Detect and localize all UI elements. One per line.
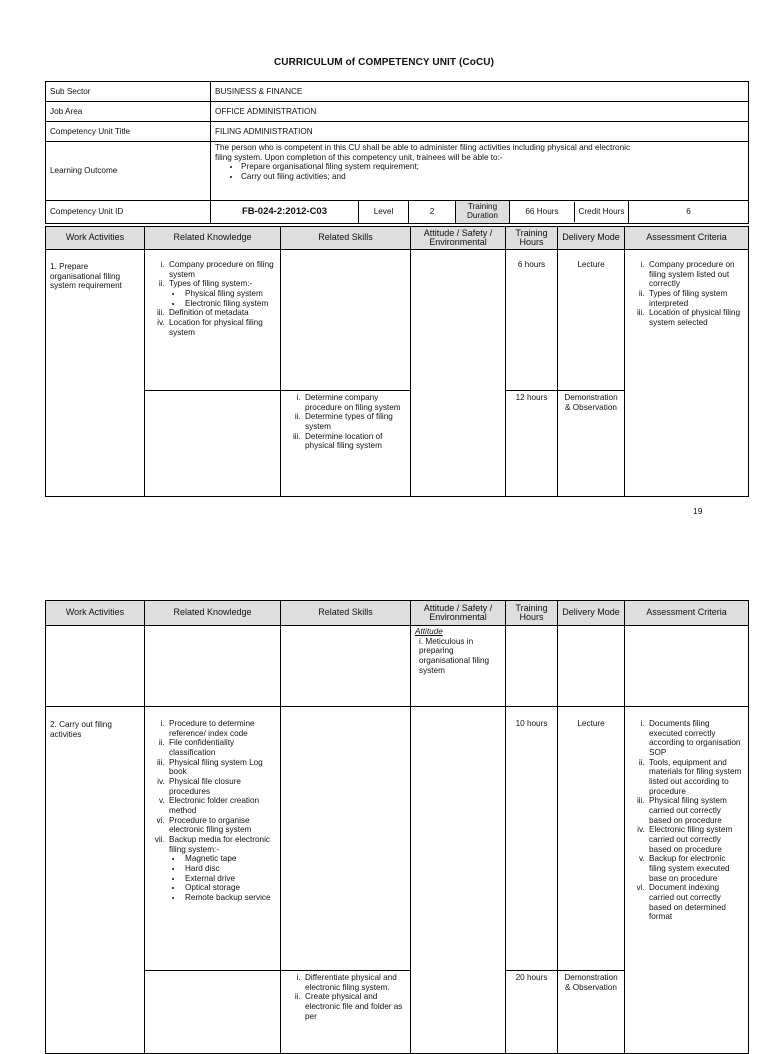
skill-item: i. Differentiate physical and electronic filing system. [303,973,406,992]
header-training-hours: Training Hours [506,227,558,250]
learning-outcome-row [46,142,749,201]
knowledge-item: iv. Location for physical filing system [167,318,276,337]
table-header-row [46,601,749,626]
skill-item: ii. Determine types of filing system [303,412,406,431]
activity1-knowledge-hours: 6 hours [506,250,558,391]
unit-id-value: FB-024-2:2012-C03 [211,201,359,224]
activity2-knowledge-row [46,707,749,971]
credit-hours-value: 6 [629,201,749,224]
header-assessment: Assessment Criteria [625,601,749,626]
activity1-knowledge-row [46,250,749,391]
activity2-skills-hours: 20 hours [506,971,558,1054]
knowledge-item: i. Company procedure on filing system [167,260,276,279]
activity2-assessment [625,707,749,1054]
knowledge-item: Types of filing system:- [169,279,253,289]
header-delivery-mode: Delivery Mode [558,227,625,250]
unit-id-row [46,201,749,224]
curriculum-table-page-20 [45,600,749,1054]
level-value: 2 [409,201,456,224]
unit-title-value: FILING ADMINISTRATION [211,122,749,142]
activity1-attitude [411,626,506,707]
activity1-attitude-empty [411,250,506,497]
header-attitude: Attitude / Safety / Environmental [411,227,506,250]
activity1-attitude-row [46,626,749,707]
page-number: 19 [693,506,703,516]
sub-sector-value: BUSINESS & FINANCE [211,82,749,102]
activity2-name: 2. Carry out filing activities [46,707,145,1054]
header-related-skills: Related Skills [281,601,411,626]
activity2-skills-empty [281,707,411,971]
activity2-knowledge-hours: 10 hours [506,707,558,971]
job-area-label: Job Area [46,102,211,122]
assessment-item: i. Documents filing executed correctly according to organisation SOP [647,719,744,758]
header-delivery-mode: Delivery Mode [558,601,625,626]
document-title: CURRICULUM of COMPETENCY UNIT (CoCU) [273,57,495,68]
job-area-value: OFFICE ADMINISTRATION [211,102,749,122]
sub-sector-label: Sub Sector [46,82,211,102]
activity2-knowledge-mode: Lecture [558,707,625,971]
job-area-row [46,102,749,122]
learning-outcome-label: Learning Outcome [46,142,211,201]
knowledge-item: v. Electronic folder creation method [167,796,276,815]
knowledge-subitem: • Optical storage [183,883,276,893]
skill-item: iii. Determine location of physical filing system [303,432,406,451]
activity1-knowledge [145,250,281,391]
knowledge-item: iii. Definition of metadata [167,308,276,318]
skill-item: i. Determine company procedure on filing system [303,393,406,412]
knowledge-subitem: • Electronic filing system [183,299,276,309]
activity1-knowledge-mode: Lecture [558,250,625,391]
document-page-20 [0,570,768,1024]
training-duration-value: 66 Hours [510,202,575,222]
knowledge-item: i. Procedure to determine reference/ index code [167,719,276,738]
skill-item: ii. Create physical and electronic file and folder as per [303,992,406,1021]
assessment-item: ii. Tools, equipment and materials for filing system listed out according to procedure [647,758,744,797]
header-work-activities: Work Activities [46,227,145,250]
activity2-attitude-empty [411,707,506,1054]
activity2-knowledge [145,707,281,971]
attitude-heading: Attitude [415,627,443,636]
knowledge-subitem: • Hard disc [183,864,276,874]
assessment-item: vi. Document indexing carried out correctly based on determined format [647,883,744,922]
activity2-knowledge-empty [145,971,281,1054]
learning-outcome-line2: filing system. Upon completion of this competency unit, trainees will be able to:- [215,152,503,162]
unit-title-label: Competency Unit Title [46,122,211,142]
header-work-activities: Work Activities [46,601,145,626]
credit-hours-label: Credit Hours [578,207,625,217]
sub-sector-row [46,82,749,102]
activity1-knowledge-empty [145,391,281,497]
header-assessment: Assessment Criteria [625,227,749,250]
learning-outcome-item: • Prepare organisational filing system requirement; [241,162,744,172]
table-header-row [46,227,749,250]
header-related-knowledge: Related Knowledge [145,601,281,626]
knowledge-subitem: • Physical filing system [183,289,276,299]
header-related-skills: Related Skills [281,227,411,250]
training-duration-label: Training Duration [456,201,510,224]
activity2-skills-mode: Demonstration & Observation [558,971,625,1054]
knowledge-item: Backup media for electronic filing system:- [169,835,271,854]
assessment-item: iii. Physical filing system carried out correctly based on procedure [647,796,744,825]
assessment-item: i. Company procedure on filing system listed out correctly [647,260,744,289]
unit-id-label: Competency Unit ID [46,201,211,224]
curriculum-table-page-19 [45,226,749,497]
knowledge-subitem: • Remote backup service [183,893,276,903]
activity1-name: 1. Prepare organisational filing system requirement [46,250,145,497]
knowledge-item: vi. Procedure to organise electronic filing system [167,816,276,835]
unit-title-row [46,122,749,142]
learning-outcome-value [211,142,749,201]
assessment-item: iii. Location of physical filing system selected [647,308,744,327]
cocu-info-table [45,81,749,224]
knowledge-item: ii. File confidentiality classification [167,738,276,757]
knowledge-subitem: • Magnetic tape [183,854,276,864]
attitude-item: i. Meticulous in preparing organisational filing system [419,636,490,675]
assessment-item: ii. Types of filing system interpreted [647,289,744,308]
activity1-skills-empty [281,250,411,391]
assessment-item: iv. Electronic filing system carried out correctly based on procedure [647,825,744,854]
knowledge-item: iv. Physical file closure procedures [167,777,276,796]
activity2-skills [281,971,411,1054]
header-attitude: Attitude / Safety / Environmental [411,601,506,626]
learning-outcome-item: • Carry out filing activities; and [241,172,744,182]
activity1-skills [281,391,411,497]
header-related-knowledge: Related Knowledge [145,227,281,250]
learning-outcome-line1: The person who is competent in this CU shall be able to administer filing activities including physical and electronic [215,143,631,152]
assessment-item: v. Backup for electronic filing system executed base on procedure [647,854,744,883]
activity1-skills-mode: Demonstration & Observation [558,391,625,497]
knowledge-subitem: • External drive [183,874,276,884]
activity1-skills-hours: 12 hours [506,391,558,497]
activity1-assessment [625,250,749,497]
knowledge-item: iii. Physical filing system Log book [167,758,276,777]
level-label: Level [359,201,409,224]
header-training-hours: Training Hours [506,601,558,626]
